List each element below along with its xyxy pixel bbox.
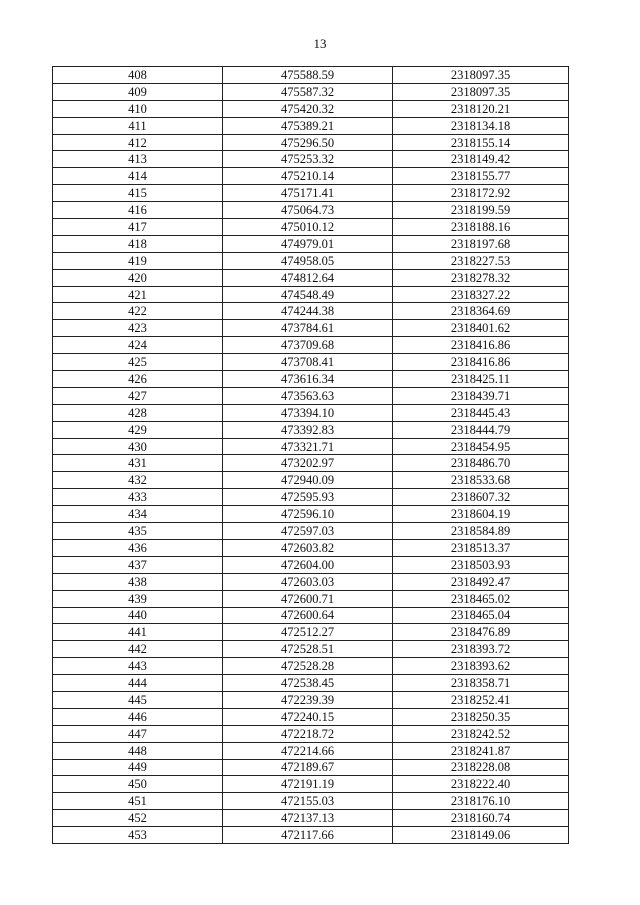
y-coordinate-cell: 2318250.35 <box>393 708 569 725</box>
y-coordinate-cell: 2318439.71 <box>393 387 569 404</box>
x-coordinate-cell: 473616.34 <box>223 371 393 388</box>
y-coordinate-cell: 2318444.79 <box>393 421 569 438</box>
x-coordinate-cell: 472218.72 <box>223 725 393 742</box>
y-coordinate-cell: 2318416.86 <box>393 354 569 371</box>
y-coordinate-cell: 2318327.22 <box>393 286 569 303</box>
point-number-cell: 436 <box>53 539 223 556</box>
y-coordinate-cell: 2318155.77 <box>393 168 569 185</box>
coordinate-table <box>52 66 569 844</box>
x-coordinate-cell: 474244.38 <box>223 303 393 320</box>
point-number-cell: 413 <box>53 151 223 168</box>
table-row <box>53 235 569 252</box>
x-coordinate-cell: 472597.03 <box>223 523 393 540</box>
point-number-cell: 412 <box>53 134 223 151</box>
y-coordinate-cell: 2318393.62 <box>393 658 569 675</box>
table-row <box>53 776 569 793</box>
y-coordinate-cell: 2318252.41 <box>393 691 569 708</box>
table-row <box>53 252 569 269</box>
table-row <box>53 168 569 185</box>
point-number-cell: 444 <box>53 675 223 692</box>
x-coordinate-cell: 475064.73 <box>223 202 393 219</box>
y-coordinate-cell: 2318197.68 <box>393 235 569 252</box>
point-number-cell: 423 <box>53 320 223 337</box>
point-number-cell: 450 <box>53 776 223 793</box>
table-row <box>53 742 569 759</box>
y-coordinate-cell: 2318445.43 <box>393 404 569 421</box>
point-number-cell: 453 <box>53 827 223 844</box>
point-number-cell: 429 <box>53 421 223 438</box>
table-row <box>53 219 569 236</box>
table-row <box>53 506 569 523</box>
table-row <box>53 117 569 134</box>
y-coordinate-cell: 2318134.18 <box>393 117 569 134</box>
x-coordinate-cell: 472940.09 <box>223 472 393 489</box>
x-coordinate-cell: 472604.00 <box>223 556 393 573</box>
table-row <box>53 337 569 354</box>
point-number-cell: 420 <box>53 269 223 286</box>
x-coordinate-cell: 472214.66 <box>223 742 393 759</box>
y-coordinate-cell: 2318358.71 <box>393 675 569 692</box>
table-row <box>53 371 569 388</box>
table-row <box>53 539 569 556</box>
point-number-cell: 439 <box>53 590 223 607</box>
table-row <box>53 725 569 742</box>
table-row <box>53 303 569 320</box>
y-coordinate-cell: 2318503.93 <box>393 556 569 573</box>
table-row <box>53 83 569 100</box>
y-coordinate-cell: 2318227.53 <box>393 252 569 269</box>
x-coordinate-cell: 472603.03 <box>223 573 393 590</box>
x-coordinate-cell: 475296.50 <box>223 134 393 151</box>
point-number-cell: 425 <box>53 354 223 371</box>
table-row <box>53 455 569 472</box>
y-coordinate-cell: 2318492.47 <box>393 573 569 590</box>
point-number-cell: 422 <box>53 303 223 320</box>
point-number-cell: 430 <box>53 438 223 455</box>
table-row <box>53 793 569 810</box>
y-coordinate-cell: 2318416.86 <box>393 337 569 354</box>
x-coordinate-cell: 475389.21 <box>223 117 393 134</box>
table-row <box>53 810 569 827</box>
point-number-cell: 442 <box>53 641 223 658</box>
point-number-cell: 417 <box>53 219 223 236</box>
point-number-cell: 452 <box>53 810 223 827</box>
point-number-cell: 433 <box>53 489 223 506</box>
point-number-cell: 435 <box>53 523 223 540</box>
x-coordinate-cell: 472528.51 <box>223 641 393 658</box>
x-coordinate-cell: 475588.59 <box>223 67 393 84</box>
table-row <box>53 438 569 455</box>
table-row <box>53 759 569 776</box>
y-coordinate-cell: 2318454.95 <box>393 438 569 455</box>
x-coordinate-cell: 472528.28 <box>223 658 393 675</box>
y-coordinate-cell: 2318364.69 <box>393 303 569 320</box>
y-coordinate-cell: 2318513.37 <box>393 539 569 556</box>
x-coordinate-cell: 472600.64 <box>223 607 393 624</box>
y-coordinate-cell: 2318155.14 <box>393 134 569 151</box>
point-number-cell: 443 <box>53 658 223 675</box>
point-number-cell: 424 <box>53 337 223 354</box>
table-row <box>53 472 569 489</box>
point-number-cell: 409 <box>53 83 223 100</box>
x-coordinate-cell: 473394.10 <box>223 404 393 421</box>
x-coordinate-cell: 473709.68 <box>223 337 393 354</box>
y-coordinate-cell: 2318465.02 <box>393 590 569 607</box>
point-number-cell: 415 <box>53 185 223 202</box>
x-coordinate-cell: 473708.41 <box>223 354 393 371</box>
point-number-cell: 431 <box>53 455 223 472</box>
x-coordinate-cell: 472595.93 <box>223 489 393 506</box>
table-row <box>53 827 569 844</box>
point-number-cell: 421 <box>53 286 223 303</box>
table-row <box>53 691 569 708</box>
table-row <box>53 590 569 607</box>
x-coordinate-cell: 475253.32 <box>223 151 393 168</box>
x-coordinate-cell: 473392.83 <box>223 421 393 438</box>
point-number-cell: 426 <box>53 371 223 388</box>
table-row <box>53 286 569 303</box>
y-coordinate-cell: 2318425.11 <box>393 371 569 388</box>
y-coordinate-cell: 2318199.59 <box>393 202 569 219</box>
table-row <box>53 708 569 725</box>
table-row <box>53 421 569 438</box>
table-row <box>53 134 569 151</box>
table-row <box>53 404 569 421</box>
y-coordinate-cell: 2318278.32 <box>393 269 569 286</box>
table-row <box>53 269 569 286</box>
point-number-cell: 419 <box>53 252 223 269</box>
point-number-cell: 438 <box>53 573 223 590</box>
table-row <box>53 658 569 675</box>
x-coordinate-cell: 472117.66 <box>223 827 393 844</box>
point-number-cell: 432 <box>53 472 223 489</box>
page-number: 13 <box>313 36 327 51</box>
point-number-cell: 451 <box>53 793 223 810</box>
y-coordinate-cell: 2318584.89 <box>393 523 569 540</box>
x-coordinate-cell: 474958.05 <box>223 252 393 269</box>
x-coordinate-cell: 472603.82 <box>223 539 393 556</box>
x-coordinate-cell: 472240.15 <box>223 708 393 725</box>
x-coordinate-cell: 473321.71 <box>223 438 393 455</box>
table-row <box>53 523 569 540</box>
x-coordinate-cell: 475587.32 <box>223 83 393 100</box>
x-coordinate-cell: 475210.14 <box>223 168 393 185</box>
point-number-cell: 449 <box>53 759 223 776</box>
table-row <box>53 100 569 117</box>
y-coordinate-cell: 2318120.21 <box>393 100 569 117</box>
point-number-cell: 434 <box>53 506 223 523</box>
x-coordinate-cell: 472191.19 <box>223 776 393 793</box>
x-coordinate-cell: 473563.63 <box>223 387 393 404</box>
y-coordinate-cell: 2318097.35 <box>393 67 569 84</box>
x-coordinate-cell: 473784.61 <box>223 320 393 337</box>
table-row <box>53 624 569 641</box>
y-coordinate-cell: 2318149.42 <box>393 151 569 168</box>
y-coordinate-cell: 2318188.16 <box>393 219 569 236</box>
table-row <box>53 556 569 573</box>
table-row <box>53 675 569 692</box>
y-coordinate-cell: 2318149.06 <box>393 827 569 844</box>
y-coordinate-cell: 2318393.72 <box>393 641 569 658</box>
point-number-cell: 414 <box>53 168 223 185</box>
y-coordinate-cell: 2318486.70 <box>393 455 569 472</box>
x-coordinate-cell: 474548.49 <box>223 286 393 303</box>
table-row <box>53 354 569 371</box>
x-coordinate-cell: 472189.67 <box>223 759 393 776</box>
point-number-cell: 448 <box>53 742 223 759</box>
table-row <box>53 185 569 202</box>
y-coordinate-cell: 2318176.10 <box>393 793 569 810</box>
point-number-cell: 441 <box>53 624 223 641</box>
y-coordinate-cell: 2318097.35 <box>393 83 569 100</box>
y-coordinate-cell: 2318465.04 <box>393 607 569 624</box>
x-coordinate-cell: 472538.45 <box>223 675 393 692</box>
x-coordinate-cell: 475171.41 <box>223 185 393 202</box>
y-coordinate-cell: 2318533.68 <box>393 472 569 489</box>
y-coordinate-cell: 2318172.92 <box>393 185 569 202</box>
table-row <box>53 573 569 590</box>
table-row <box>53 607 569 624</box>
table-row <box>53 641 569 658</box>
table-row <box>53 320 569 337</box>
x-coordinate-cell: 475010.12 <box>223 219 393 236</box>
point-number-cell: 416 <box>53 202 223 219</box>
table-row <box>53 67 569 84</box>
x-coordinate-cell: 474812.64 <box>223 269 393 286</box>
table-row <box>53 202 569 219</box>
y-coordinate-cell: 2318160.74 <box>393 810 569 827</box>
x-coordinate-cell: 472137.13 <box>223 810 393 827</box>
point-number-cell: 427 <box>53 387 223 404</box>
table-row <box>53 489 569 506</box>
point-number-cell: 447 <box>53 725 223 742</box>
y-coordinate-cell: 2318401.62 <box>393 320 569 337</box>
x-coordinate-cell: 475420.32 <box>223 100 393 117</box>
point-number-cell: 428 <box>53 404 223 421</box>
point-number-cell: 411 <box>53 117 223 134</box>
point-number-cell: 446 <box>53 708 223 725</box>
y-coordinate-cell: 2318241.87 <box>393 742 569 759</box>
y-coordinate-cell: 2318222.40 <box>393 776 569 793</box>
x-coordinate-cell: 472512.27 <box>223 624 393 641</box>
table-row <box>53 387 569 404</box>
x-coordinate-cell: 472600.71 <box>223 590 393 607</box>
point-number-cell: 440 <box>53 607 223 624</box>
point-number-cell: 410 <box>53 100 223 117</box>
point-number-cell: 408 <box>53 67 223 84</box>
point-number-cell: 437 <box>53 556 223 573</box>
table-row <box>53 151 569 168</box>
x-coordinate-cell: 472155.03 <box>223 793 393 810</box>
x-coordinate-cell: 472596.10 <box>223 506 393 523</box>
x-coordinate-cell: 473202.97 <box>223 455 393 472</box>
y-coordinate-cell: 2318242.52 <box>393 725 569 742</box>
x-coordinate-cell: 474979.01 <box>223 235 393 252</box>
point-number-cell: 445 <box>53 691 223 708</box>
y-coordinate-cell: 2318476.89 <box>393 624 569 641</box>
y-coordinate-cell: 2318228.08 <box>393 759 569 776</box>
x-coordinate-cell: 472239.39 <box>223 691 393 708</box>
point-number-cell: 418 <box>53 235 223 252</box>
y-coordinate-cell: 2318607.32 <box>393 489 569 506</box>
coordinate-table-body <box>53 67 569 844</box>
y-coordinate-cell: 2318604.19 <box>393 506 569 523</box>
